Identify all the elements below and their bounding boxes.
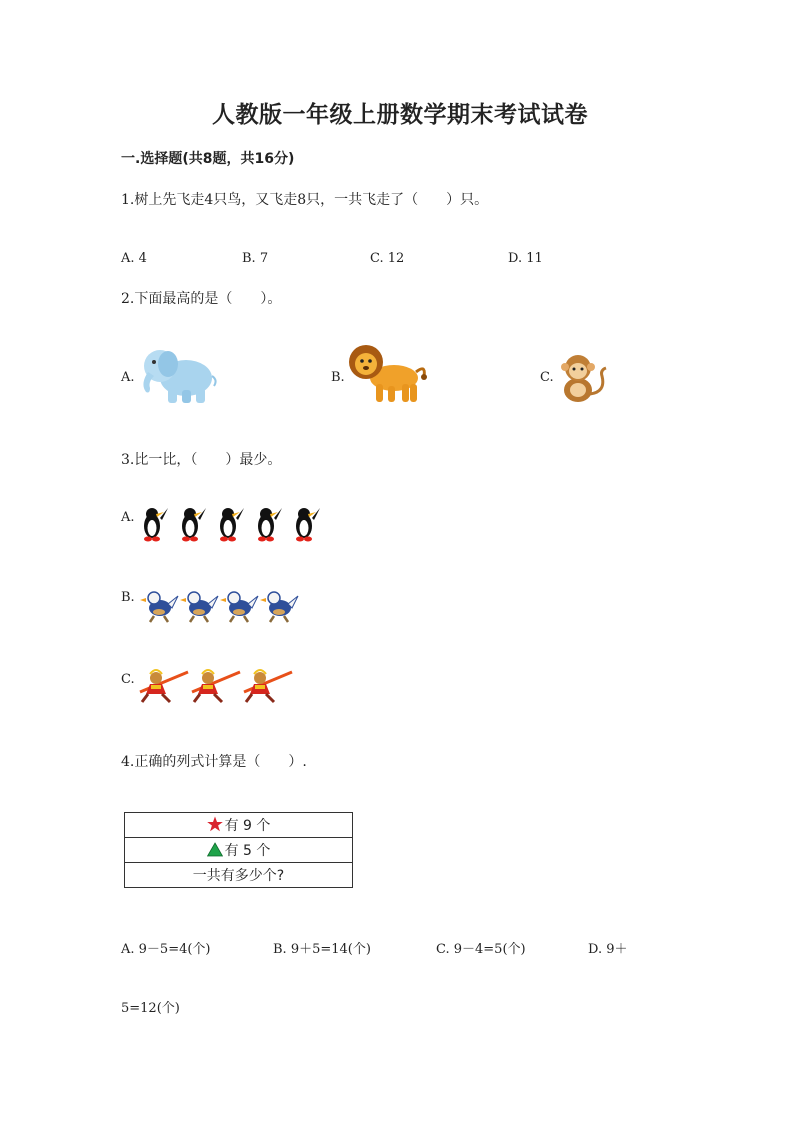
- duck-icon: [180, 586, 220, 624]
- monkey-king-icon: [138, 666, 190, 704]
- penguin-icon: [288, 504, 326, 544]
- penguin-icon: [250, 504, 288, 544]
- question-4: 4.正确的列式计算是（ ）.: [121, 754, 307, 770]
- q3-option-a[interactable]: A.: [121, 510, 135, 525]
- q1-option-c[interactable]: C. 12: [370, 251, 405, 266]
- section-heading: 一.选择题(共8题，共16分): [121, 151, 295, 167]
- q2-option-b[interactable]: B.: [331, 370, 345, 385]
- q2-option-a[interactable]: A.: [121, 370, 135, 385]
- penguin-icon: [174, 504, 212, 544]
- monkey-king-icon: [242, 666, 294, 704]
- duck-icon: [220, 586, 260, 624]
- table-row: [125, 863, 353, 888]
- triangles-count-text: 有 5 个: [224, 843, 271, 859]
- penguin-icon: [212, 504, 250, 544]
- q4-option-d[interactable]: D. 9＋: [588, 942, 628, 957]
- q1-option-d[interactable]: D. 11: [508, 251, 543, 266]
- question-2: 2.下面最高的是（ ）。: [121, 291, 282, 307]
- question-1: 1.树上先飞走4只鸟，又飞走8只，一共飞走了（ ）只。: [121, 192, 489, 208]
- info-table: [124, 812, 353, 888]
- stars-count-text: 有 9 个: [224, 818, 271, 834]
- page-title: 人教版一年级上册数学期末考试试卷: [212, 102, 588, 128]
- question-3: 3.比一比，（ ）最少。: [121, 452, 282, 468]
- q1-option-b[interactable]: B. 7: [242, 251, 269, 266]
- q3-option-c[interactable]: C.: [121, 672, 135, 687]
- duck-icon: [260, 586, 300, 624]
- lion-icon: [346, 342, 430, 406]
- monkey-king-row: [138, 666, 294, 704]
- q4-option-a[interactable]: A. 9－5=4(个): [121, 942, 211, 957]
- duck-row: [140, 586, 300, 624]
- q2-option-c[interactable]: C.: [540, 370, 554, 385]
- q4-option-b[interactable]: B. 9＋5=14(个): [273, 942, 371, 957]
- q3-option-b[interactable]: B.: [121, 590, 135, 605]
- monkey-king-icon: [190, 666, 242, 704]
- table-cell-triangles: [125, 838, 353, 863]
- table-cell-stars: [125, 813, 353, 838]
- star-icon: [207, 816, 223, 832]
- q4-option-d-continued: 5=12(个): [121, 1001, 180, 1016]
- q4-option-c[interactable]: C. 9－4=5(个): [436, 942, 526, 957]
- penguin-row: [136, 504, 326, 544]
- monkey-icon: [556, 352, 610, 404]
- table-row: [125, 838, 353, 863]
- elephant-icon: [138, 344, 218, 406]
- penguin-icon: [136, 504, 174, 544]
- table-cell-question: 一共有多少个?: [125, 863, 353, 888]
- triangle-icon: [207, 842, 223, 857]
- table-row: [125, 813, 353, 838]
- duck-icon: [140, 586, 180, 624]
- q1-option-a[interactable]: A. 4: [121, 251, 147, 266]
